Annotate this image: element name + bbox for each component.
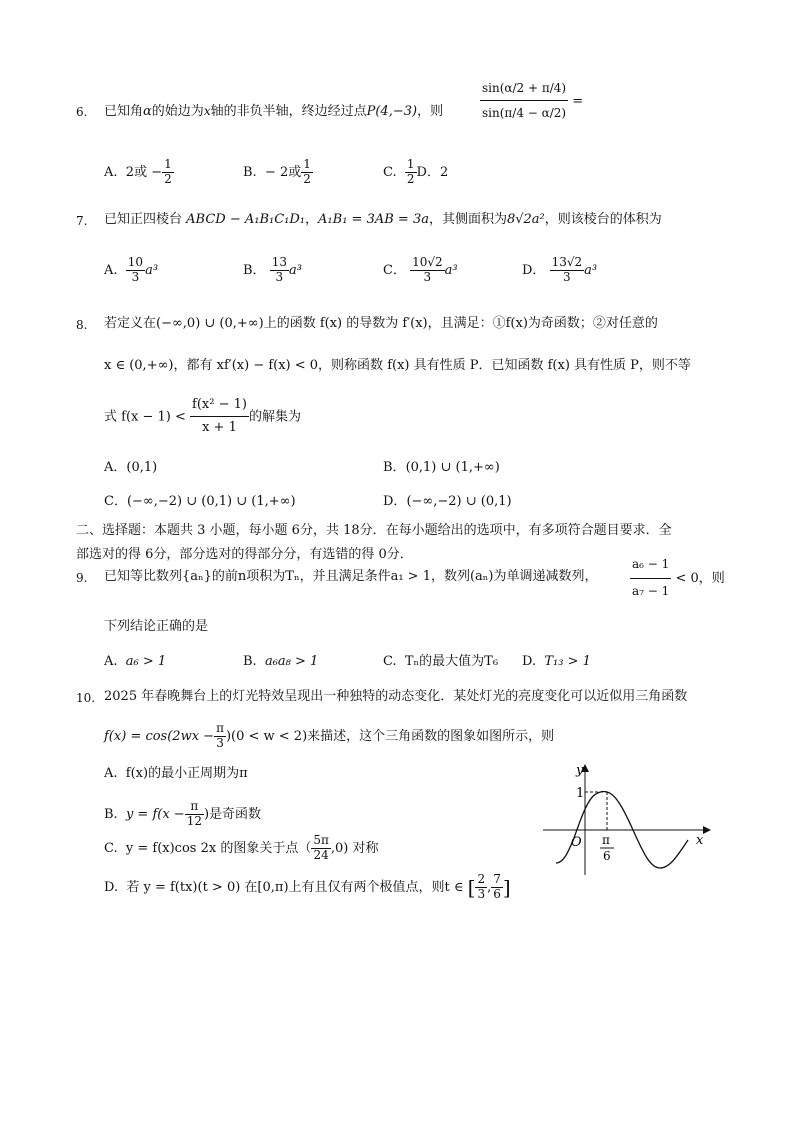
q6-option-a: A. 2或 − $\frac{1}{2}$: [104, 157, 172, 186]
x-label: x: [696, 833, 704, 848]
x-axis-arrow: [703, 826, 711, 834]
q7-option-d: D． $\frac{13√2}{3}$ a³: [522, 255, 598, 284]
q8-option-c: C．(−∞,−2) ∪ (0,1) ∪ (1,+∞): [104, 494, 296, 509]
tick-six-label: 6: [603, 849, 611, 863]
q9-fraction: $\frac{\text{a₆ − 1}}{\text{a₇ − 1}}$ < 0，则: [632, 557, 725, 598]
q10-number: 10.: [76, 691, 96, 705]
q6-stem: 已知角α的始边为x轴的非负半轴，终边经过点P(4,−3)，则: [104, 104, 444, 119]
q8-option-d: D．(−∞,−2) ∪ (0,1): [383, 494, 512, 509]
q6-number: 6.: [76, 105, 88, 119]
q9-option-a: A. a₆ > 1: [104, 654, 167, 669]
origin-label: O: [571, 835, 582, 850]
q8-option-a: A．(0,1): [104, 460, 158, 475]
q7-stem: 已知正四棱台 ABCD − A₁B₁C₁D₁，A₁B₁ = 3AB = 3a，其侧面积为8√2a²，则该棱台的体积为: [104, 212, 662, 227]
q10-cosine-graph: [538, 760, 718, 880]
section-2-line-1: 二、选择题：本题共 3 小题，每小题 6分，共 18分．在每小题给出的选项中，有多项符合题目要求．全: [76, 523, 672, 538]
q10-option-d: D. 若 y = f(tx)(t > 0) 在[0,π)上有且仅有两个极值点，则t ∈ [ $\frac{2}{3}$ , $\frac{7}{6}$ ]: [104, 872, 511, 901]
y-label: y: [576, 763, 584, 778]
tick-pi-label: π: [602, 833, 610, 847]
q8-number: 8.: [76, 318, 88, 332]
q9-line-2: 下列结论正确的是: [104, 619, 209, 634]
q9-option-b: B. a₆a₈ > 1: [243, 654, 319, 669]
q10-line-1: 2025 年春晚舞台上的灯光特效呈现出一种独特的动态变化．某处灯光的亮度变化可以近似用三角函数: [104, 689, 688, 704]
q8-line-2: x ∈ (0,+∞)，都有 xf′(x) − f(x) < 0，则称函数 f(x) 具有性质 P．已知函数 f(x) 具有性质 P，则不等: [104, 358, 691, 373]
max-value-label: 1: [576, 786, 585, 801]
q8-line-1: 若定义在(−∞,0) ∪ (0,+∞)上的函数 f(x) 的导数为 f′(x)，且满足：①f(x)为奇函数；②对任意的: [104, 316, 658, 331]
q9-stem: 已知等比数列{aₙ}的前n项积为Tₙ，并且满足条件a₁ > 1，数列(aₙ)为单调递减数列，: [104, 569, 598, 584]
q8-line-3: 式 f(x − 1) < $\frac{\text{f(x² − 1)}}{x + 1}$ 的解集为: [104, 397, 301, 435]
q10-option-a: A. f(x)的最小正周期为π: [104, 766, 248, 781]
section-2-line-2: 部选对的得 6分，部分选对的得部分分，有选错的得 0分．: [76, 547, 413, 562]
q7-number: 7.: [76, 214, 88, 228]
q6-option-c: C. $\frac{1}{2}$ D．2: [383, 157, 449, 186]
q10-line-2: f(x) = cos(2wx − $\frac{\pi}{3}$ )(0 < w < 2)来描述，这个三角函数的图象如图所示，则: [104, 721, 555, 750]
q9-option-c: C. Tₙ的最大值为T₆: [383, 654, 499, 669]
q9-number: 9.: [76, 571, 88, 585]
q7-option-a: A. $\frac{10}{3}$ a³: [104, 255, 159, 284]
q7-option-c: C． $\frac{10√2}{3}$ a³: [383, 255, 458, 284]
q6-fraction: $\frac{\sin(\alpha/2 + \pi/4)}{\sin(\pi/4 - \alpha/2)}$ =: [482, 81, 584, 120]
q10-option-c: C. y = f(x)cos 2x 的图象关于点（ $\frac{5\pi}{24}$ ,0) 对称: [104, 833, 379, 862]
q8-option-b: B．(0,1) ∪ (1,+∞): [383, 460, 500, 475]
q6-option-b: B. − 2或 $\frac{1}{2}$: [243, 157, 311, 186]
q7-option-b: B． $\frac{13}{3}$ a³: [243, 255, 302, 284]
q10-option-b: B. y = f(x − $\frac{\pi}{12}$ )是奇函数: [104, 799, 262, 828]
q9-option-d: D. T₁₃ > 1: [522, 654, 591, 669]
